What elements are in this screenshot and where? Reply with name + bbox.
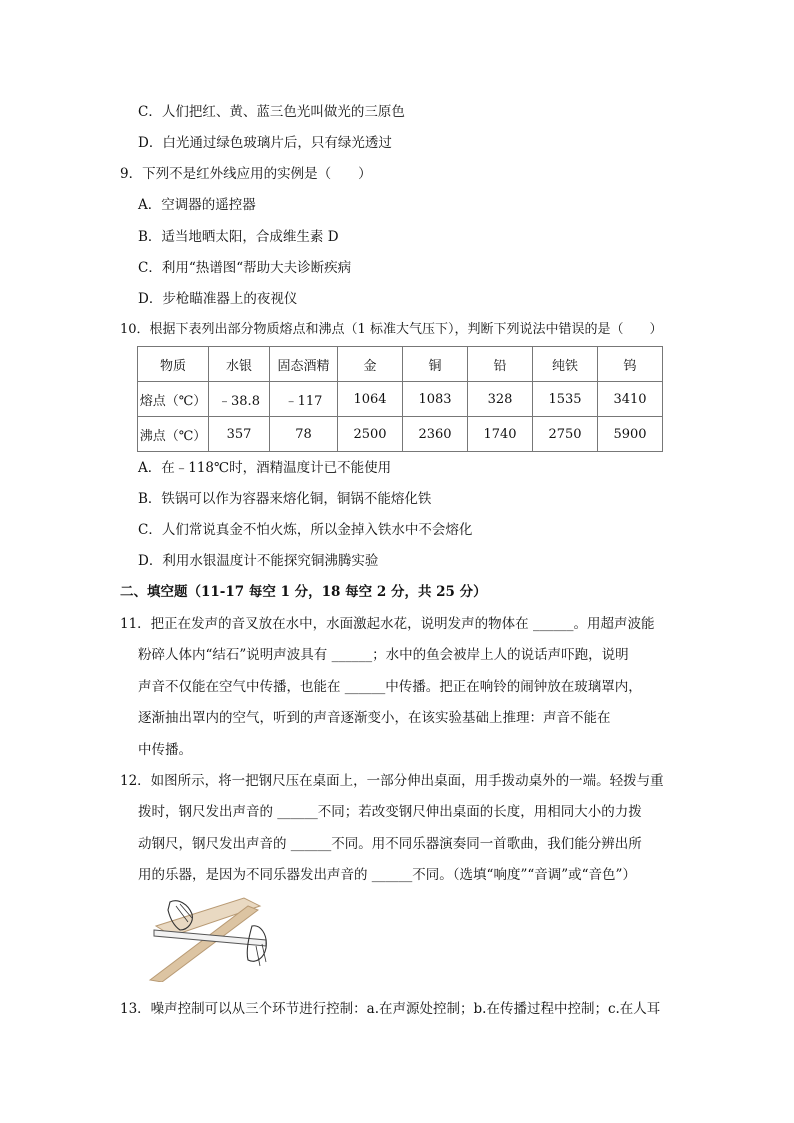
table-cell: 5900 — [598, 417, 663, 452]
q10-option-a: A．在﹣118℃时，酒精温度计已不能使用 — [138, 460, 392, 476]
q11-line-2: 粉碎人体内“结石”说明声波具有 ______；水中的鱼会被岸上人的说话声吓跑，说明 — [138, 647, 629, 663]
table-cell: 2750 — [533, 417, 598, 452]
table-cell: 沸点（℃） — [138, 417, 209, 452]
table-cell: 2500 — [338, 417, 403, 452]
q12-line-1: 12．如图所示，将一把钢尺压在桌面上，一部分伸出桌面，用手拨动桌外的一端。轻拨与重 — [120, 773, 664, 789]
q8-option-d: D．白光通过绿色玻璃片后，只有绿光透过 — [138, 135, 392, 151]
q8-option-c: C．人们把红、黄、蓝三色光叫做光的三原色 — [138, 104, 405, 120]
q9-option-b: B．适当地晒太阳，合成维生素 D — [138, 229, 339, 245]
q13-line-1: 13．噪声控制可以从三个环节进行控制：a.在声源处控制；b.在传播过程中控制；c.在人耳 — [120, 1001, 661, 1017]
table-cell: 水银 — [209, 347, 270, 382]
table-cell: 1064 — [338, 382, 403, 417]
table-header-row — [138, 347, 663, 382]
q9-stem: 9．下列不是红外线应用的实例是（ ） — [120, 166, 372, 182]
melting-boiling-table — [137, 346, 663, 452]
q9-option-d: D．步枪瞄准器上的夜视仪 — [138, 291, 298, 307]
table-cell: 1535 — [533, 382, 598, 417]
table-cell: 铜 — [403, 347, 468, 382]
q9-option-a: A．空调器的遥控器 — [138, 197, 256, 213]
q11-line-5: 中传播。 — [138, 742, 192, 758]
q11-line-4: 逐渐抽出罩内的空气，听到的声音逐渐变小，在该实验基础上推理：声音不能在 — [138, 710, 611, 726]
table-row — [138, 382, 663, 417]
ruler-on-desk-figure — [148, 896, 278, 982]
table-cell: 2360 — [403, 417, 468, 452]
q9-option-c: C．利用“热谱图“帮助大夫诊断疾病 — [138, 260, 352, 276]
plucking-fingers — [256, 944, 266, 966]
table-cell: 固态酒精 — [270, 347, 338, 382]
section-title: 二、填空题（11-17 每空 1 分，18 每空 2 分，共 25 分） — [120, 584, 487, 600]
table-cell: 纯铁 — [533, 347, 598, 382]
q12-line-2: 拨时，钢尺发出声音的 ______不同；若改变钢尺伸出桌面的长度，用相同大小的力拨 — [138, 804, 642, 820]
table-cell: 金 — [338, 347, 403, 382]
q12-line-3: 动钢尺，钢尺发出声音的 ______不同。用不同乐器演奏同一首歌曲，我们能分辨出所 — [138, 836, 642, 852]
table-cell: ﹣38.8 — [209, 382, 270, 417]
table-cell: 357 — [209, 417, 270, 452]
table-cell: 物质 — [138, 347, 209, 382]
q11-line-1: 11．把正在发声的音叉放在水中，水面激起水花，说明发声的物体在 ______。用超声波能 — [120, 616, 655, 632]
table-cell: 328 — [468, 382, 533, 417]
q10-option-b: B．铁锅可以作为容器来熔化铜，铜锅不能熔化铁 — [138, 491, 432, 507]
q12-line-4: 用的乐器，是因为不同乐器发出声音的 ______不同。（选填“响度”“音调”或“音色”） — [138, 867, 636, 883]
table-cell: ﹣117 — [270, 382, 338, 417]
table-row — [138, 417, 663, 452]
table-cell: 78 — [270, 417, 338, 452]
table-cell: 熔点（℃） — [138, 382, 209, 417]
q10-stem: 10．根据下表列出部分物质熔点和沸点（1 标准大气压下），判断下列说法中错误的是（ ） — [120, 322, 663, 337]
table-cell: 1740 — [468, 417, 533, 452]
q10-option-d: D．利用水银温度计不能探究铜沸腾实验 — [138, 553, 379, 569]
q10-option-c: C．人们常说真金不怕火炼，所以金掉入铁水中不会熔化 — [138, 522, 473, 538]
table-cell: 钨 — [598, 347, 663, 382]
table-cell: 3410 — [598, 382, 663, 417]
table-cell: 1083 — [403, 382, 468, 417]
q11-line-3: 声音不仅能在空气中传播，也能在 ______中传播。把正在响铃的闹钟放在玻璃罩内， — [138, 679, 642, 695]
table-cell: 铅 — [468, 347, 533, 382]
